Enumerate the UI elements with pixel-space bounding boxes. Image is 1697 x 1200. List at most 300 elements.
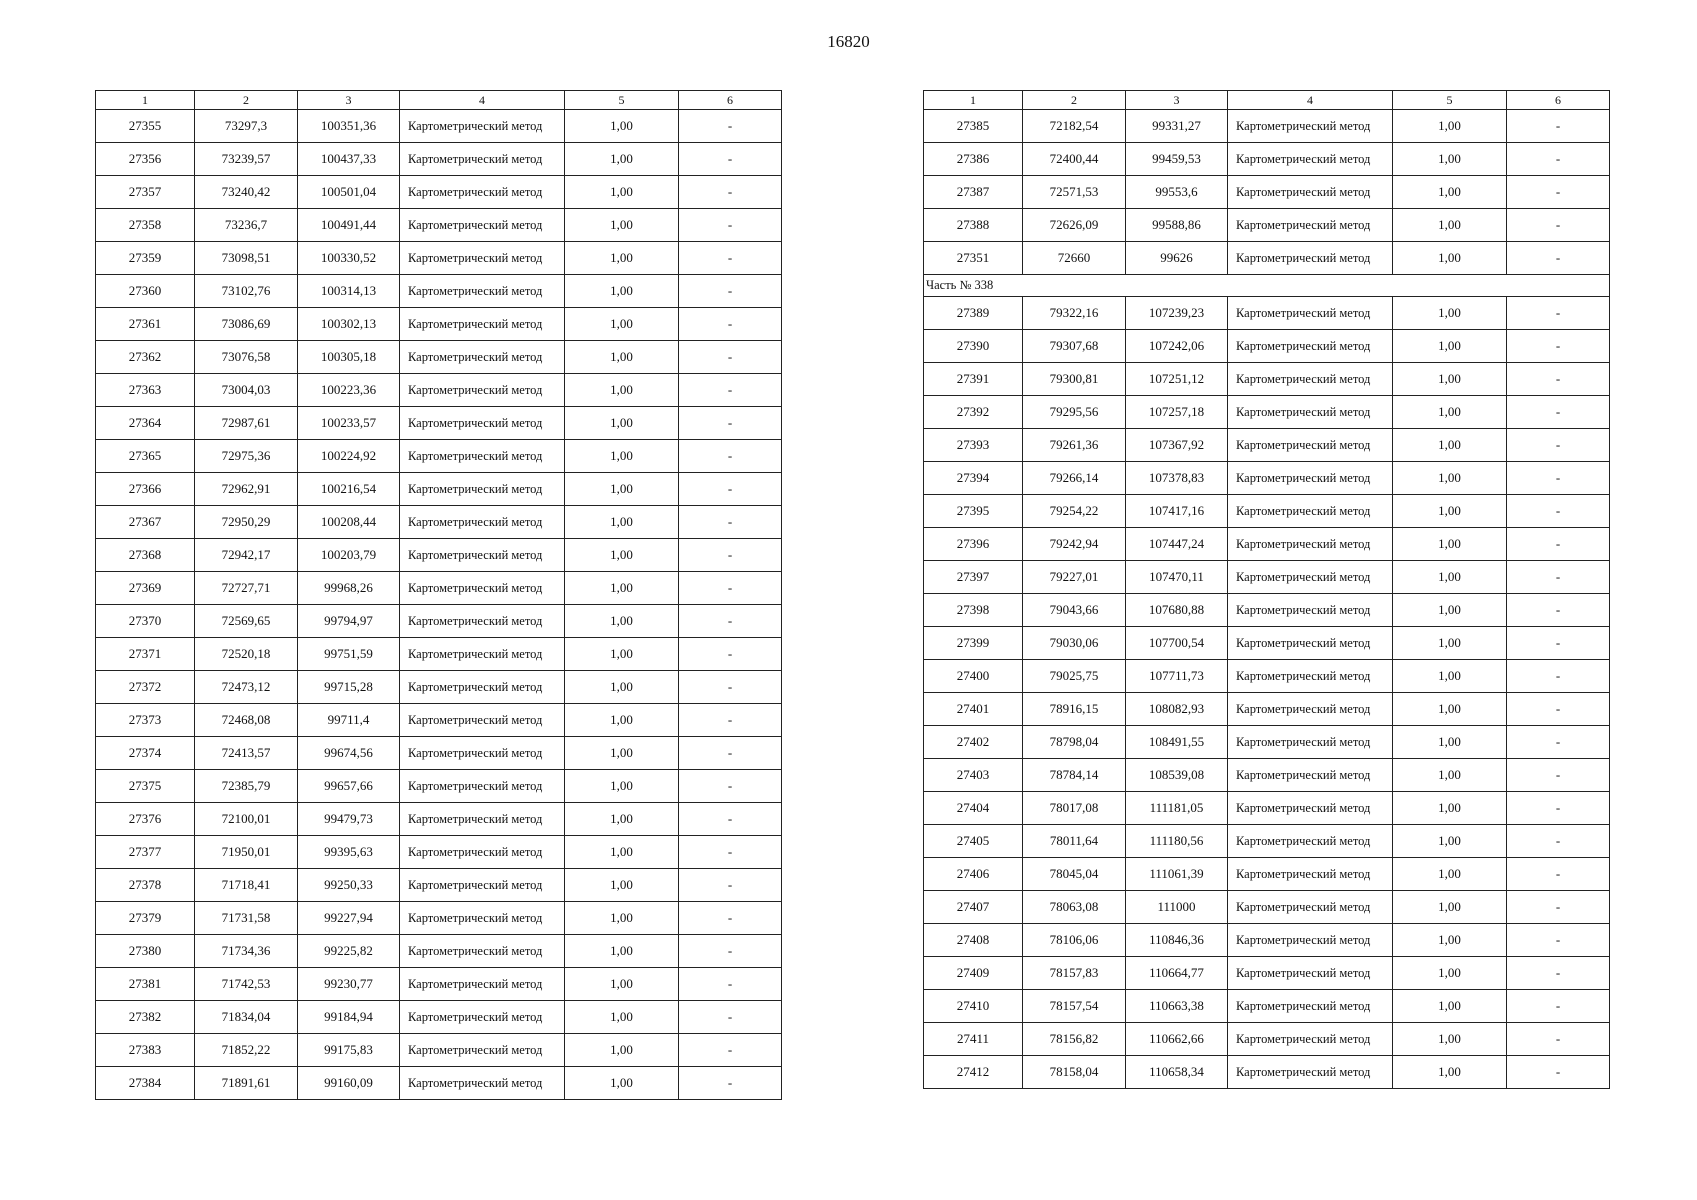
point-number-cell: 27377 xyxy=(96,836,195,869)
x-coordinate-cell: 72569,65 xyxy=(195,605,298,638)
table-row xyxy=(96,242,782,275)
description-cell: - xyxy=(679,440,782,473)
accuracy-cell: 1,00 xyxy=(565,176,679,209)
description-cell: - xyxy=(679,275,782,308)
table-row xyxy=(924,858,1610,891)
method-cell: Картометрический метод xyxy=(1228,693,1393,726)
point-number-cell: 27386 xyxy=(924,143,1023,176)
method-cell: Картометрический метод xyxy=(1228,1056,1393,1089)
x-coordinate-cell: 79030,06 xyxy=(1023,627,1126,660)
accuracy-cell: 1,00 xyxy=(1393,297,1507,330)
point-number-cell: 27355 xyxy=(96,110,195,143)
x-coordinate-cell: 72473,12 xyxy=(195,671,298,704)
method-cell: Картометрический метод xyxy=(1228,242,1393,275)
x-coordinate-cell: 79043,66 xyxy=(1023,594,1126,627)
method-cell: Картометрический метод xyxy=(400,1067,565,1100)
x-coordinate-cell: 73086,69 xyxy=(195,308,298,341)
point-number-cell: 27392 xyxy=(924,396,1023,429)
description-cell: - xyxy=(679,968,782,1001)
method-cell: Картометрический метод xyxy=(1228,858,1393,891)
y-coordinate-cell: 100330,52 xyxy=(298,242,400,275)
description-cell: - xyxy=(1507,429,1610,462)
y-coordinate-cell: 108539,08 xyxy=(1126,759,1228,792)
table-row xyxy=(924,1023,1610,1056)
x-coordinate-cell: 78017,08 xyxy=(1023,792,1126,825)
x-coordinate-cell: 79254,22 xyxy=(1023,495,1126,528)
point-number-cell: 27404 xyxy=(924,792,1023,825)
x-coordinate-cell: 72100,01 xyxy=(195,803,298,836)
point-number-cell: 27393 xyxy=(924,429,1023,462)
table-row xyxy=(924,891,1610,924)
y-coordinate-cell: 99588,86 xyxy=(1126,209,1228,242)
point-number-cell: 27381 xyxy=(96,968,195,1001)
description-cell: - xyxy=(1507,242,1610,275)
header-cell: 2 xyxy=(195,91,298,110)
y-coordinate-cell: 108082,93 xyxy=(1126,693,1228,726)
x-coordinate-cell: 72660 xyxy=(1023,242,1126,275)
table-row xyxy=(924,594,1610,627)
method-cell: Картометрический метод xyxy=(1228,462,1393,495)
accuracy-cell: 1,00 xyxy=(1393,990,1507,1023)
point-number-cell: 27394 xyxy=(924,462,1023,495)
point-number-cell: 27365 xyxy=(96,440,195,473)
description-cell: - xyxy=(1507,1023,1610,1056)
y-coordinate-cell: 107700,54 xyxy=(1126,627,1228,660)
table-row xyxy=(924,209,1610,242)
method-cell: Картометрический метод xyxy=(1228,363,1393,396)
y-coordinate-cell: 100223,36 xyxy=(298,374,400,407)
coordinates-table-left xyxy=(95,90,782,1100)
description-cell: - xyxy=(679,671,782,704)
method-cell: Картометрический метод xyxy=(400,737,565,770)
description-cell: - xyxy=(679,1067,782,1100)
accuracy-cell: 1,00 xyxy=(565,605,679,638)
point-number-cell: 27361 xyxy=(96,308,195,341)
x-coordinate-cell: 73102,76 xyxy=(195,275,298,308)
x-coordinate-cell: 78916,15 xyxy=(1023,693,1126,726)
y-coordinate-cell: 99395,63 xyxy=(298,836,400,869)
method-cell: Картометрический метод xyxy=(400,308,565,341)
accuracy-cell: 1,00 xyxy=(1393,891,1507,924)
point-number-cell: 27407 xyxy=(924,891,1023,924)
table-row xyxy=(924,429,1610,462)
table-row xyxy=(96,935,782,968)
method-cell: Картометрический метод xyxy=(1228,726,1393,759)
method-cell: Картометрический метод xyxy=(1228,594,1393,627)
accuracy-cell: 1,00 xyxy=(1393,110,1507,143)
accuracy-cell: 1,00 xyxy=(1393,330,1507,363)
accuracy-cell: 1,00 xyxy=(565,737,679,770)
page-number: 16820 xyxy=(827,32,870,51)
x-coordinate-cell: 78011,64 xyxy=(1023,825,1126,858)
x-coordinate-cell: 78157,54 xyxy=(1023,990,1126,1023)
method-cell: Картометрический метод xyxy=(1228,396,1393,429)
header-cell: 4 xyxy=(1228,91,1393,110)
accuracy-cell: 1,00 xyxy=(1393,792,1507,825)
y-coordinate-cell: 107447,24 xyxy=(1126,528,1228,561)
table-row xyxy=(924,330,1610,363)
y-coordinate-cell: 107417,16 xyxy=(1126,495,1228,528)
accuracy-cell: 1,00 xyxy=(565,407,679,440)
table-row xyxy=(924,825,1610,858)
y-coordinate-cell: 107239,23 xyxy=(1126,297,1228,330)
y-coordinate-cell: 111061,39 xyxy=(1126,858,1228,891)
accuracy-cell: 1,00 xyxy=(565,704,679,737)
table-row xyxy=(924,693,1610,726)
table-row xyxy=(96,275,782,308)
point-number-cell: 27389 xyxy=(924,297,1023,330)
table-row xyxy=(924,528,1610,561)
method-cell: Картометрический метод xyxy=(1228,759,1393,792)
table-row xyxy=(924,462,1610,495)
x-coordinate-cell: 72182,54 xyxy=(1023,110,1126,143)
y-coordinate-cell: 99227,94 xyxy=(298,902,400,935)
accuracy-cell: 1,00 xyxy=(1393,462,1507,495)
description-cell: - xyxy=(1507,990,1610,1023)
method-cell: Картометрический метод xyxy=(400,539,565,572)
description-cell: - xyxy=(1507,924,1610,957)
accuracy-cell: 1,00 xyxy=(565,869,679,902)
y-coordinate-cell: 99657,66 xyxy=(298,770,400,803)
table-row xyxy=(96,374,782,407)
description-cell: - xyxy=(679,473,782,506)
accuracy-cell: 1,00 xyxy=(565,473,679,506)
description-cell: - xyxy=(679,572,782,605)
y-coordinate-cell: 99794,97 xyxy=(298,605,400,638)
point-number-cell: 27396 xyxy=(924,528,1023,561)
method-cell: Картометрический метод xyxy=(1228,891,1393,924)
point-number-cell: 27405 xyxy=(924,825,1023,858)
y-coordinate-cell: 107242,06 xyxy=(1126,330,1228,363)
point-number-cell: 27397 xyxy=(924,561,1023,594)
point-number-cell: 27371 xyxy=(96,638,195,671)
x-coordinate-cell: 72987,61 xyxy=(195,407,298,440)
description-cell: - xyxy=(679,110,782,143)
description-cell: - xyxy=(1507,297,1610,330)
y-coordinate-cell: 100501,04 xyxy=(298,176,400,209)
x-coordinate-cell: 73004,03 xyxy=(195,374,298,407)
x-coordinate-cell: 78798,04 xyxy=(1023,726,1126,759)
y-coordinate-cell: 99751,59 xyxy=(298,638,400,671)
x-coordinate-cell: 71834,04 xyxy=(195,1001,298,1034)
description-cell: - xyxy=(679,869,782,902)
point-number-cell: 27370 xyxy=(96,605,195,638)
section-row xyxy=(924,275,1610,297)
table-row xyxy=(96,1034,782,1067)
accuracy-cell: 1,00 xyxy=(1393,242,1507,275)
accuracy-cell: 1,00 xyxy=(1393,363,1507,396)
x-coordinate-cell: 71731,58 xyxy=(195,902,298,935)
x-coordinate-cell: 79227,01 xyxy=(1023,561,1126,594)
table-row xyxy=(96,671,782,704)
description-cell: - xyxy=(679,506,782,539)
x-coordinate-cell: 72942,17 xyxy=(195,539,298,572)
table-row xyxy=(924,1056,1610,1089)
point-number-cell: 27358 xyxy=(96,209,195,242)
table-row xyxy=(96,308,782,341)
table-row xyxy=(96,902,782,935)
accuracy-cell: 1,00 xyxy=(565,440,679,473)
description-cell: - xyxy=(1507,561,1610,594)
method-cell: Картометрический метод xyxy=(400,671,565,704)
point-number-cell: 27375 xyxy=(96,770,195,803)
x-coordinate-cell: 78063,08 xyxy=(1023,891,1126,924)
table-row xyxy=(924,726,1610,759)
header-cell: 1 xyxy=(96,91,195,110)
accuracy-cell: 1,00 xyxy=(565,242,679,275)
description-cell: - xyxy=(1507,594,1610,627)
y-coordinate-cell: 110658,34 xyxy=(1126,1056,1228,1089)
point-number-cell: 27367 xyxy=(96,506,195,539)
table-row xyxy=(96,110,782,143)
point-number-cell: 27359 xyxy=(96,242,195,275)
x-coordinate-cell: 72975,36 xyxy=(195,440,298,473)
header-cell: 6 xyxy=(1507,91,1610,110)
table-row xyxy=(96,176,782,209)
x-coordinate-cell: 78106,06 xyxy=(1023,924,1126,957)
description-cell: - xyxy=(1507,209,1610,242)
accuracy-cell: 1,00 xyxy=(1393,1023,1507,1056)
point-number-cell: 27372 xyxy=(96,671,195,704)
method-cell: Картометрический метод xyxy=(400,341,565,374)
table-row xyxy=(96,737,782,770)
description-cell: - xyxy=(679,242,782,275)
method-cell: Картометрический метод xyxy=(400,506,565,539)
point-number-cell: 27380 xyxy=(96,935,195,968)
table-row xyxy=(96,473,782,506)
point-number-cell: 27411 xyxy=(924,1023,1023,1056)
description-cell: - xyxy=(1507,759,1610,792)
description-cell: - xyxy=(1507,363,1610,396)
x-coordinate-cell: 72571,53 xyxy=(1023,176,1126,209)
x-coordinate-cell: 72727,71 xyxy=(195,572,298,605)
method-cell: Картометрический метод xyxy=(400,836,565,869)
method-cell: Картометрический метод xyxy=(1228,209,1393,242)
point-number-cell: 27362 xyxy=(96,341,195,374)
table-row xyxy=(924,561,1610,594)
method-cell: Картометрический метод xyxy=(400,1001,565,1034)
x-coordinate-cell: 72468,08 xyxy=(195,704,298,737)
y-coordinate-cell: 111180,56 xyxy=(1126,825,1228,858)
x-coordinate-cell: 73098,51 xyxy=(195,242,298,275)
x-coordinate-cell: 79322,16 xyxy=(1023,297,1126,330)
accuracy-cell: 1,00 xyxy=(1393,924,1507,957)
point-number-cell: 27408 xyxy=(924,924,1023,957)
table-row xyxy=(96,704,782,737)
description-cell: - xyxy=(679,836,782,869)
accuracy-cell: 1,00 xyxy=(1393,594,1507,627)
y-coordinate-cell: 99225,82 xyxy=(298,935,400,968)
point-number-cell: 27395 xyxy=(924,495,1023,528)
method-cell: Картометрический метод xyxy=(1228,561,1393,594)
table-row xyxy=(924,143,1610,176)
header-row xyxy=(96,91,782,110)
x-coordinate-cell: 71742,53 xyxy=(195,968,298,1001)
point-number-cell: 27366 xyxy=(96,473,195,506)
y-coordinate-cell: 107378,83 xyxy=(1126,462,1228,495)
accuracy-cell: 1,00 xyxy=(565,902,679,935)
x-coordinate-cell: 78156,82 xyxy=(1023,1023,1126,1056)
header-cell: 6 xyxy=(679,91,782,110)
accuracy-cell: 1,00 xyxy=(565,506,679,539)
method-cell: Картометрический метод xyxy=(400,209,565,242)
header-row xyxy=(924,91,1610,110)
description-cell: - xyxy=(679,308,782,341)
x-coordinate-cell: 71718,41 xyxy=(195,869,298,902)
table-row xyxy=(96,143,782,176)
accuracy-cell: 1,00 xyxy=(565,143,679,176)
x-coordinate-cell: 72962,91 xyxy=(195,473,298,506)
method-cell: Картометрический метод xyxy=(400,374,565,407)
description-cell: - xyxy=(1507,1056,1610,1089)
table-row xyxy=(924,110,1610,143)
point-number-cell: 27379 xyxy=(96,902,195,935)
accuracy-cell: 1,00 xyxy=(565,308,679,341)
point-number-cell: 27398 xyxy=(924,594,1023,627)
description-cell: - xyxy=(679,902,782,935)
table-row xyxy=(96,407,782,440)
section-label: Часть № 338 xyxy=(924,275,1610,297)
table-row xyxy=(96,605,782,638)
point-number-cell: 27356 xyxy=(96,143,195,176)
y-coordinate-cell: 100491,44 xyxy=(298,209,400,242)
y-coordinate-cell: 99184,94 xyxy=(298,1001,400,1034)
point-number-cell: 27357 xyxy=(96,176,195,209)
description-cell: - xyxy=(679,605,782,638)
point-number-cell: 27391 xyxy=(924,363,1023,396)
y-coordinate-cell: 100216,54 xyxy=(298,473,400,506)
method-cell: Картометрический метод xyxy=(400,176,565,209)
y-coordinate-cell: 100203,79 xyxy=(298,539,400,572)
method-cell: Картометрический метод xyxy=(400,143,565,176)
x-coordinate-cell: 73297,3 xyxy=(195,110,298,143)
y-coordinate-cell: 100305,18 xyxy=(298,341,400,374)
header-cell: 5 xyxy=(565,91,679,110)
y-coordinate-cell: 99674,56 xyxy=(298,737,400,770)
accuracy-cell: 1,00 xyxy=(565,374,679,407)
method-cell: Картометрический метод xyxy=(400,1034,565,1067)
method-cell: Картометрический метод xyxy=(1228,627,1393,660)
method-cell: Картометрический метод xyxy=(400,440,565,473)
table-row xyxy=(96,869,782,902)
y-coordinate-cell: 100437,33 xyxy=(298,143,400,176)
method-cell: Картометрический метод xyxy=(400,275,565,308)
accuracy-cell: 1,00 xyxy=(1393,429,1507,462)
header-cell: 3 xyxy=(298,91,400,110)
table-row xyxy=(96,770,782,803)
point-number-cell: 27402 xyxy=(924,726,1023,759)
point-number-cell: 27382 xyxy=(96,1001,195,1034)
accuracy-cell: 1,00 xyxy=(565,968,679,1001)
y-coordinate-cell: 99715,28 xyxy=(298,671,400,704)
point-number-cell: 27369 xyxy=(96,572,195,605)
method-cell: Картометрический метод xyxy=(400,110,565,143)
method-cell: Картометрический метод xyxy=(1228,990,1393,1023)
y-coordinate-cell: 99968,26 xyxy=(298,572,400,605)
accuracy-cell: 1,00 xyxy=(565,836,679,869)
description-cell: - xyxy=(1507,726,1610,759)
point-number-cell: 27406 xyxy=(924,858,1023,891)
description-cell: - xyxy=(679,539,782,572)
x-coordinate-cell: 79025,75 xyxy=(1023,660,1126,693)
y-coordinate-cell: 99250,33 xyxy=(298,869,400,902)
accuracy-cell: 1,00 xyxy=(1393,143,1507,176)
method-cell: Картометрический метод xyxy=(400,803,565,836)
x-coordinate-cell: 71734,36 xyxy=(195,935,298,968)
accuracy-cell: 1,00 xyxy=(565,275,679,308)
y-coordinate-cell: 107470,11 xyxy=(1126,561,1228,594)
point-number-cell: 27351 xyxy=(924,242,1023,275)
description-cell: - xyxy=(679,803,782,836)
point-number-cell: 27368 xyxy=(96,539,195,572)
method-cell: Картометрический метод xyxy=(1228,957,1393,990)
description-cell: - xyxy=(1507,528,1610,561)
description-cell: - xyxy=(1507,693,1610,726)
y-coordinate-cell: 99553,6 xyxy=(1126,176,1228,209)
description-cell: - xyxy=(679,704,782,737)
y-coordinate-cell: 99160,09 xyxy=(298,1067,400,1100)
description-cell: - xyxy=(1507,330,1610,363)
description-cell: - xyxy=(1507,627,1610,660)
x-coordinate-cell: 73239,57 xyxy=(195,143,298,176)
accuracy-cell: 1,00 xyxy=(565,803,679,836)
y-coordinate-cell: 100224,92 xyxy=(298,440,400,473)
table-row xyxy=(96,1001,782,1034)
description-cell: - xyxy=(679,935,782,968)
accuracy-cell: 1,00 xyxy=(1393,396,1507,429)
table-row xyxy=(924,396,1610,429)
method-cell: Картометрический метод xyxy=(400,902,565,935)
point-number-cell: 27373 xyxy=(96,704,195,737)
point-number-cell: 27363 xyxy=(96,374,195,407)
accuracy-cell: 1,00 xyxy=(565,1001,679,1034)
header-cell: 5 xyxy=(1393,91,1507,110)
y-coordinate-cell: 100302,13 xyxy=(298,308,400,341)
table-row xyxy=(924,924,1610,957)
method-cell: Картометрический метод xyxy=(400,935,565,968)
method-cell: Картометрический метод xyxy=(1228,825,1393,858)
method-cell: Картометрический метод xyxy=(1228,528,1393,561)
point-number-cell: 27374 xyxy=(96,737,195,770)
table-row xyxy=(96,209,782,242)
y-coordinate-cell: 111181,05 xyxy=(1126,792,1228,825)
table-row xyxy=(96,1067,782,1100)
x-coordinate-cell: 72950,29 xyxy=(195,506,298,539)
point-number-cell: 27383 xyxy=(96,1034,195,1067)
table-row xyxy=(924,759,1610,792)
accuracy-cell: 1,00 xyxy=(565,638,679,671)
header-cell: 4 xyxy=(400,91,565,110)
accuracy-cell: 1,00 xyxy=(565,110,679,143)
header-cell: 1 xyxy=(924,91,1023,110)
y-coordinate-cell: 110662,66 xyxy=(1126,1023,1228,1056)
accuracy-cell: 1,00 xyxy=(1393,726,1507,759)
y-coordinate-cell: 99331,27 xyxy=(1126,110,1228,143)
x-coordinate-cell: 72413,57 xyxy=(195,737,298,770)
description-cell: - xyxy=(1507,957,1610,990)
accuracy-cell: 1,00 xyxy=(565,935,679,968)
x-coordinate-cell: 72520,18 xyxy=(195,638,298,671)
accuracy-cell: 1,00 xyxy=(565,1034,679,1067)
y-coordinate-cell: 99459,53 xyxy=(1126,143,1228,176)
description-cell: - xyxy=(679,143,782,176)
table-row xyxy=(924,242,1610,275)
y-coordinate-cell: 100314,13 xyxy=(298,275,400,308)
description-cell: - xyxy=(679,176,782,209)
method-cell: Картометрический метод xyxy=(400,770,565,803)
description-cell: - xyxy=(1507,462,1610,495)
description-cell: - xyxy=(679,737,782,770)
